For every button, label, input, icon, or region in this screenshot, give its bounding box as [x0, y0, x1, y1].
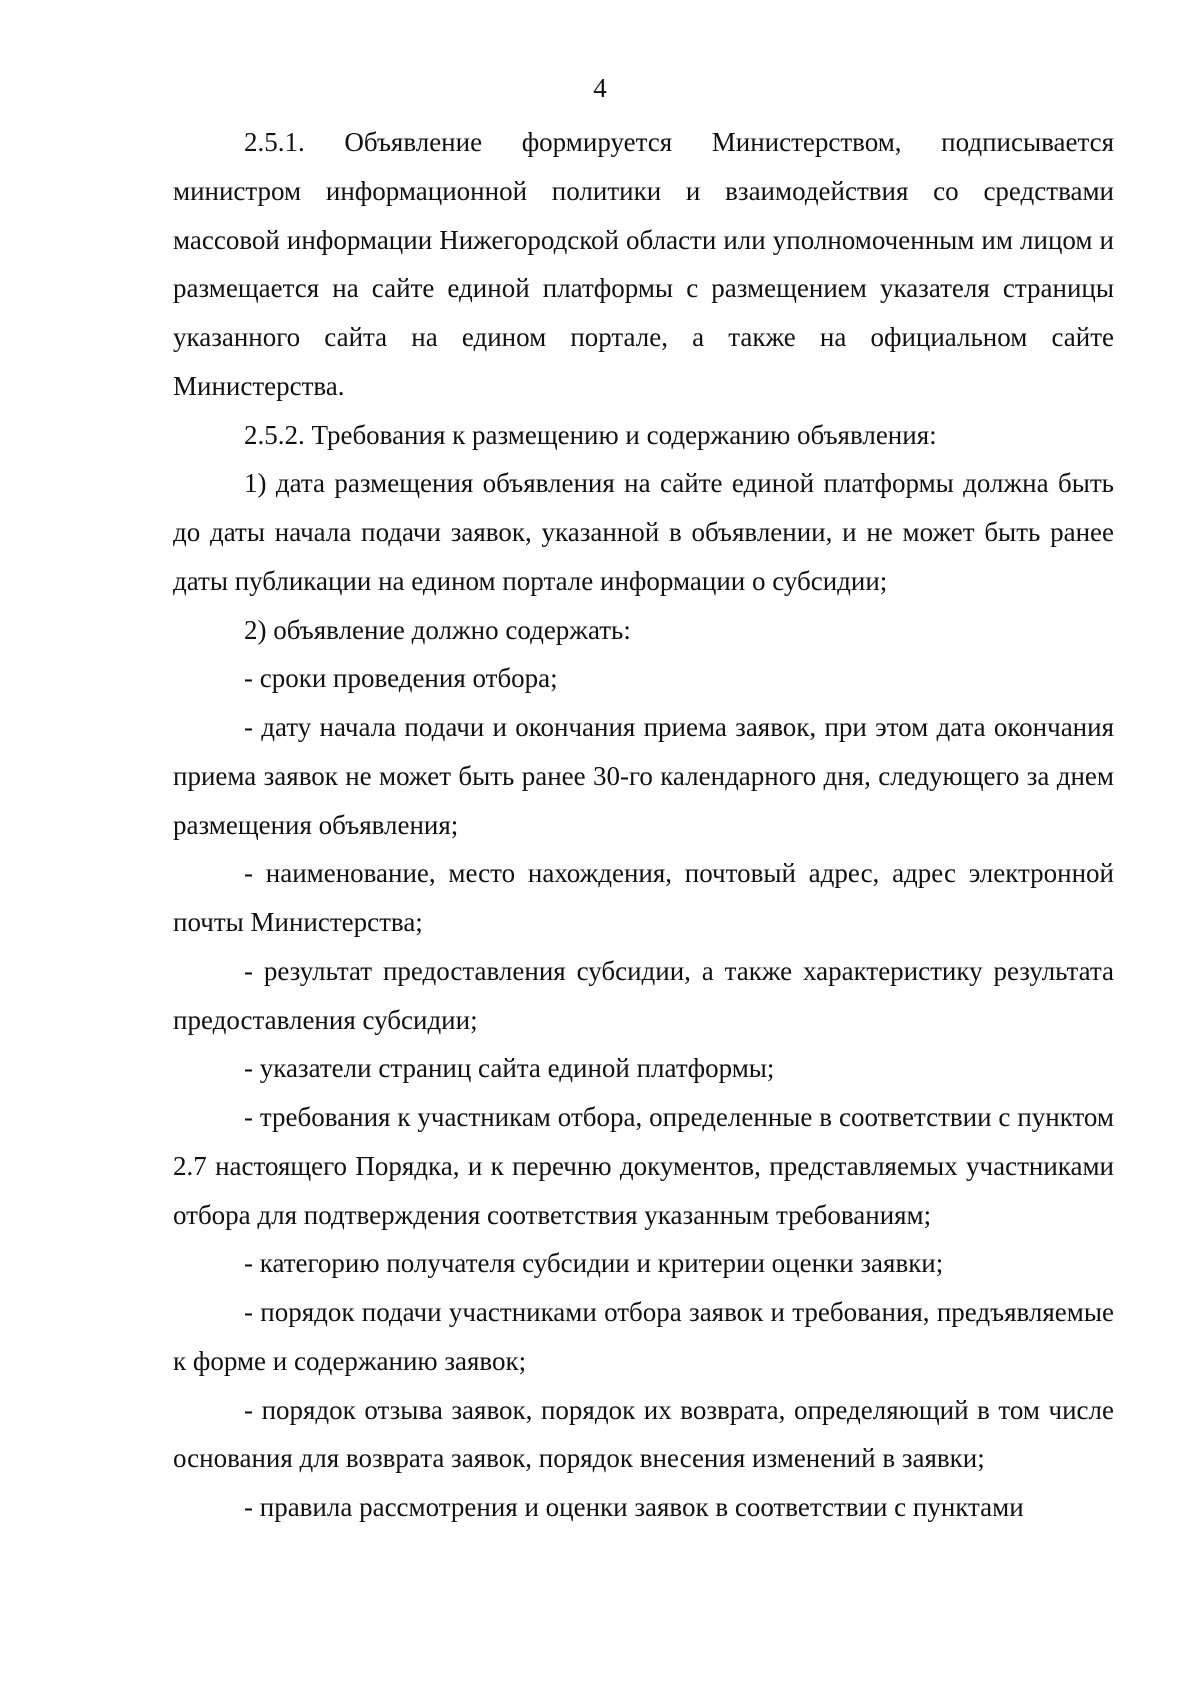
bullet-item: - сроки проведения отбора;	[244, 663, 558, 694]
bullet-item: - дату начала подачи и окончания приема заявок, при этом дата окончания приема заявок не может быть ранее 30-го календарного дня, следующего за днем размещения объявления;	[173, 712, 1114, 840]
bullet-item: - порядок отзыва заявок, порядок их возврата, определяющий в том числе основания для возврата заявок, порядок внесения изменений в заявки;	[173, 1394, 1114, 1474]
list-item-1: 1) дата размещения объявления на сайте единой платформы должна быть до даты начала подачи заявок, указанной в объявлении, и не может быть ранее даты публикации на едином портале информации о субсидии;	[173, 468, 1114, 596]
page-number: 4	[593, 73, 607, 103]
list-item-2: 2) объявление должно содержать:	[244, 614, 631, 645]
bullet-item: - указатели страниц сайта единой платформы;	[244, 1053, 775, 1084]
bullet-item: - правила рассмотрения и оценки заявок в соответствии с пунктами	[244, 1492, 1024, 1522]
paragraph-2-5-1: 2.5.1. Объявление формируется Министерством, подписывается министром информационной политики и взаимодействия со средствами массовой информации Нижегородской области или уполномоченным им лицом и размещается на сайте единой платформы с размещением указателя страницы указанного сайта на едином портале, а также на официальном сайте Министерства.	[173, 127, 1114, 401]
bullet-item: - порядок подачи участниками отбора заявок и требования, предъявляемые к форме и содержанию заявок;	[173, 1297, 1114, 1376]
bullet-item: - результат предоставления субсидии, а также характеристику результата предоставления субсидии;	[173, 955, 1114, 1035]
paragraph-2-5-2: 2.5.2. Требования к размещению и содержанию объявления:	[244, 419, 937, 450]
bullet-item: - категорию получателя субсидии и критерии оценки заявки;	[244, 1248, 944, 1279]
bullet-item: - требования к участникам отбора, определенные в соответствии с пунктом 2.7 настоящего Порядка, и к перечню документов, представляемых участниками отбора для подтверждения соответствия указанным требованиям;	[173, 1102, 1114, 1230]
document-body	[173, 118, 1114, 1532]
bullet-item: - наименование, место нахождения, почтовый адрес, адрес электронной почты Министерства;	[173, 858, 1114, 937]
